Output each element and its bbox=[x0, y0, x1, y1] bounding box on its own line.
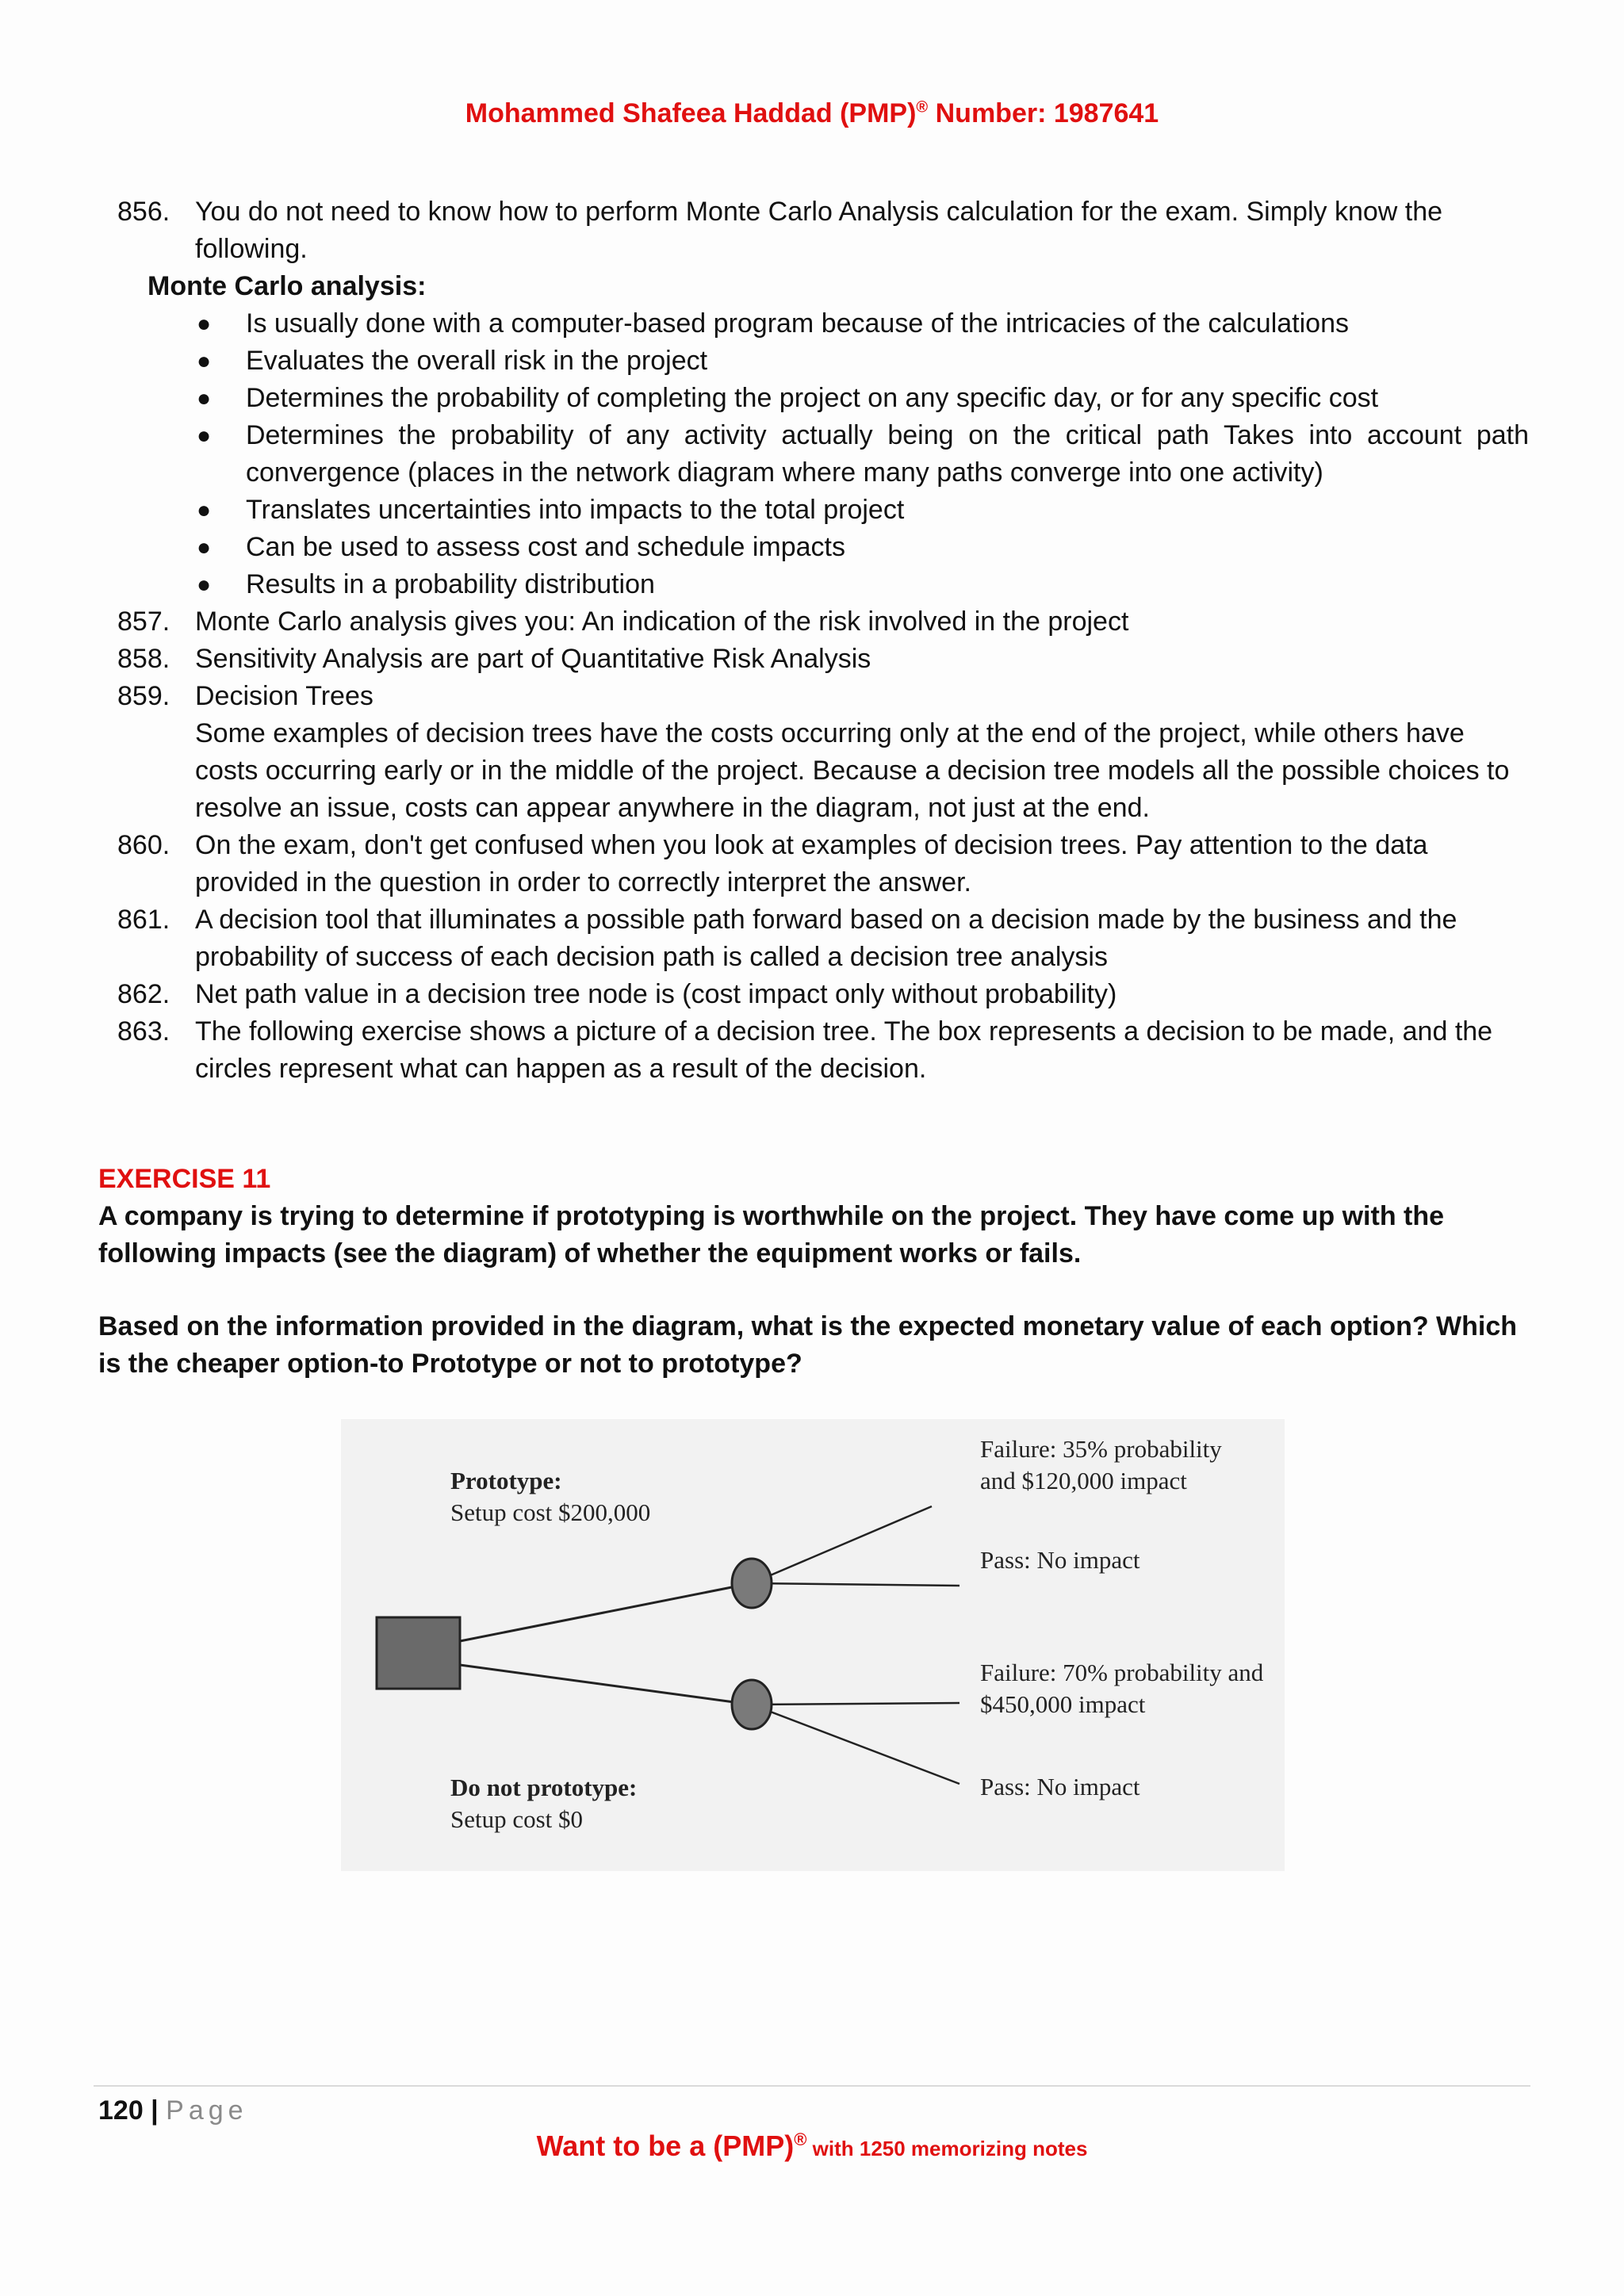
bullet-item: ● Evaluates the overall risk in the project bbox=[117, 342, 1529, 380]
bullet-icon: ● bbox=[197, 534, 212, 561]
branch-prototype-pass bbox=[752, 1583, 959, 1586]
header-reg-mark: ® bbox=[916, 98, 929, 117]
note-number: 862. bbox=[117, 979, 170, 1009]
page-word: Page bbox=[166, 2095, 248, 2126]
bullet-item: ● Results in a probability distribution bbox=[117, 566, 1529, 603]
page-number-separator: | bbox=[143, 2095, 167, 2126]
page-header bbox=[0, 98, 1624, 129]
branch-prototype bbox=[460, 1583, 752, 1641]
promo-reg-mark: ® bbox=[794, 2130, 807, 2149]
note-text: Net path value in a decision tree node is (cost impact only without probability) bbox=[195, 979, 1117, 1009]
bullet-icon: ● bbox=[197, 572, 212, 598]
note-item-861 bbox=[117, 901, 1529, 976]
page-number bbox=[98, 2093, 248, 2128]
bullet-item: ● Determines the probability of any activity actually being on the critical path Takes into account path convergence (places in the network diagram where many paths converge into one activity) bbox=[117, 417, 1529, 492]
note-number: 863. bbox=[117, 1016, 170, 1047]
no-prototype-title: Do not prototype: bbox=[450, 1774, 638, 1801]
monte-carlo-heading: Monte Carlo analysis: bbox=[147, 271, 427, 301]
bullet-icon: ● bbox=[197, 348, 212, 374]
note-number: 860. bbox=[117, 830, 170, 860]
note-item-857 bbox=[117, 603, 1529, 641]
header-number: Number: 1987641 bbox=[928, 98, 1159, 128]
branch-prototype-failure bbox=[752, 1506, 932, 1583]
header-author: Mohammed Shafeea Haddad (PMP) bbox=[465, 98, 917, 128]
bullet-icon: ● bbox=[197, 497, 212, 523]
monte-carlo-bullet-list bbox=[117, 305, 1529, 603]
exercise-title: EXERCISE 11 bbox=[98, 1164, 271, 1194]
page-number-value: 120 bbox=[98, 2095, 144, 2126]
bullet-item: ● Is usually done with a computer-based program because of the intricacies of the calculations bbox=[117, 305, 1529, 342]
note-text: You do not need to know how to perform Monte Carlo Analysis calculation for the exam. Simply know the following. bbox=[195, 197, 1443, 264]
exercise-section bbox=[98, 1161, 1526, 1383]
note-item-859 bbox=[117, 678, 1529, 715]
note-number: 859. bbox=[117, 681, 170, 711]
footer-divider bbox=[94, 2085, 1530, 2087]
pass-1-label: Pass: No impact bbox=[980, 1546, 1140, 1574]
prototype-title: Prototype: bbox=[450, 1467, 562, 1494]
chance-node-prototype bbox=[732, 1559, 772, 1608]
note-number: 858. bbox=[117, 644, 170, 674]
decision-node-box bbox=[377, 1617, 460, 1689]
note-item-858 bbox=[117, 641, 1529, 678]
note-text: Sensitivity Analysis are part of Quantitative Risk Analysis bbox=[195, 644, 871, 674]
no-prototype-cost: Setup cost $0 bbox=[450, 1805, 584, 1833]
decision-tree-paragraph: Some examples of decision trees have the costs occurring only at the end of the project, while others have costs occurring early or in the middle of the project. Because a decision tree models all the possible choices to resolve an issue, costs can appear anywhere in the diagram, not just at the end. bbox=[195, 718, 1510, 823]
note-item-863 bbox=[117, 1013, 1529, 1088]
failure-2-label: Failure: 70% probability and $450,000 impact bbox=[980, 1659, 1264, 1718]
branch-no-prototype-pass bbox=[752, 1705, 959, 1784]
exercise-question-2: Based on the information provided in the diagram, what is the expected monetary value of each option? Which is the cheaper option-to Prototype or not to prototype? bbox=[98, 1311, 1518, 1379]
exercise-question-1: A company is trying to determine if prototyping is worthwhile on the project. They have come up with the following impacts (see the diagram) of whether the equipment works or fails. bbox=[98, 1201, 1445, 1269]
note-text: Monte Carlo analysis gives you: An indication of the risk involved in the project bbox=[195, 607, 1129, 637]
prototype-label bbox=[450, 1465, 650, 1529]
branch-no-prototype-failure bbox=[752, 1703, 959, 1705]
note-number: 857. bbox=[117, 607, 170, 637]
note-text: A decision tool that illuminates a possible path forward based on a decision made by the business and the probability of success of each decision path is called a decision tree analysis bbox=[195, 905, 1457, 972]
note-text: On the exam, don't get confused when you look at examples of decision trees. Pay attention to the data provided in the question in order to correctly interpret the answer. bbox=[195, 830, 1428, 897]
bullet-icon: ● bbox=[197, 311, 212, 337]
bullet-item: ● Determines the probability of completing the project on any specific day, or for any specific cost bbox=[117, 380, 1529, 417]
note-number: 856. bbox=[117, 197, 170, 227]
notes-content bbox=[117, 193, 1529, 1088]
footer-promo bbox=[0, 2130, 1624, 2163]
note-item-856 bbox=[117, 193, 1529, 268]
note-item-862 bbox=[117, 976, 1529, 1013]
failure-1-label: Failure: 35% probability and $120,000 impact bbox=[980, 1435, 1222, 1494]
decision-tree-diagram bbox=[341, 1419, 1285, 1871]
note-text: The following exercise shows a picture of a decision tree. The box represents a decision to be made, and the circles represent what can happen as a result of the decision. bbox=[195, 1016, 1493, 1084]
bullet-icon: ● bbox=[197, 423, 212, 449]
chance-node-no-prototype bbox=[732, 1680, 772, 1729]
pass-2-label: Pass: No impact bbox=[980, 1773, 1140, 1800]
bullet-item: ● Translates uncertainties into impacts to the total project bbox=[117, 492, 1529, 529]
no-prototype-label bbox=[450, 1772, 637, 1835]
bullet-item: ● Can be used to assess cost and schedule impacts bbox=[117, 529, 1529, 566]
note-text: Decision Trees bbox=[195, 681, 373, 711]
promo-text: Want to be a (PMP) bbox=[536, 2130, 795, 2162]
promo-small-text: with 1250 memorizing notes bbox=[806, 2137, 1088, 2160]
branch-no-prototype bbox=[460, 1665, 752, 1705]
note-item-860 bbox=[117, 827, 1529, 901]
bullet-icon: ● bbox=[197, 385, 212, 411]
prototype-cost: Setup cost $200,000 bbox=[450, 1498, 651, 1526]
note-number: 861. bbox=[117, 905, 170, 935]
